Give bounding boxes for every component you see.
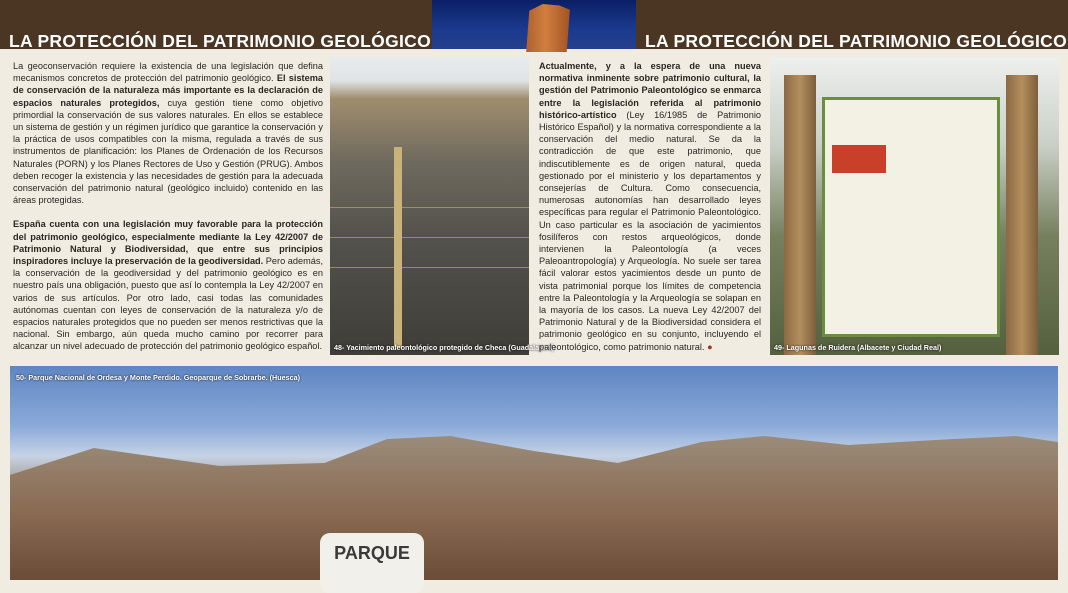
bold-text-span: El sistema de conservación de la naturaleza más importante es la declaración de espacios naturales protegidos, xyxy=(13,73,323,108)
page-title-left: LA PROTECCIÓN DEL PATRIMONIO GEOLÓGICO xyxy=(9,31,432,51)
mountain-landscape xyxy=(10,430,1058,580)
park-sign-text: PARQUE xyxy=(334,543,410,563)
fence-wire xyxy=(330,237,529,238)
figure-50-caption: 50- Parque Nacional de Ordesa y Monte Perdido. Geoparque de Sobrarbe. (Huesca) xyxy=(16,373,300,382)
fence-post xyxy=(394,147,402,347)
information-sign xyxy=(822,97,1000,337)
figure-50-photo xyxy=(10,366,1058,580)
figure-49-photo xyxy=(770,57,1059,355)
header-banner-image xyxy=(432,0,636,49)
fence-wire xyxy=(330,207,529,208)
paragraph-paleontological-heritage xyxy=(539,60,761,353)
text-span: cuya gestión tiene como objetivo primordial la conservación de sus valores naturales. En ellos se establece un sistema de gestión y un régimen jurídico que garantice la conservación y la práctica de usos compatibles con la misma, regulada a través de sus instrumentos de planificación: los Planes de Ordenación de los Recursos Naturales (PORN) y los Planes Rectores de Uso y Gestión (PRUG). Ambos deben recoger la existencia y las necesidades de gestión para la adecuada conservación del patrimonio natural (geológico incluido) contenido en las áreas protegidas. xyxy=(13,97,323,206)
paragraph-spain-legislation xyxy=(13,218,323,352)
bold-text-span: Actualmente, y a la espera de una nueva normativa inminente sobre patrimonio cultural, la gestión del Patrimonio Paleontológico se enmarca entre la legislación referida al patrimonio histórico-artístico xyxy=(539,61,761,120)
paragraph-geoconservation xyxy=(13,60,323,206)
end-mark: ● xyxy=(707,341,713,352)
sign-post-left xyxy=(784,75,816,355)
text-span: (Ley 16/1985 de Patrimonio Histórico Español) y la normativa correspondiente a la conservación del medio natural. Se da la contradicción de que este patrimonio, que indiscutiblemente es de origen natural, queda gestionado por el ministerio y los departamentos y consejerías de Cultura. Como consecuencia, numerosas autonomías han desarrollado leyes específicas para regular el Patrimonio Paleontológico. Un caso particular es la asociación de yacimientos fosilíferos con restos arqueológicos, donde intervienen la Paleontología (a veces Paleoantropología) y Arqueología. No suele ser tarea fácil valorar estos yacimientos desde un punto de vista patrimonial porque los límites de competencia entre la Paleontología y la Arqueología se solapan en la mayoría de los casos. La nueva Ley 42/2007 del Patrimonio Natural y de la Biodiversidad considera el patrimonio geológico en su conjunto, incluyendo el paleontológico, como patrimonio natural. xyxy=(539,109,761,352)
sign-post-right xyxy=(1006,75,1038,355)
figure-48-caption: 48- Yacimiento paleontológico protegido de Checa (Guadalajara) xyxy=(334,343,555,352)
text-span: Pero además, la conservación de la geodiversidad y del patrimonio geológico es en nuestro país una obligación, puesto que así lo contempla la Ley 42/2007 en varios de sus artículos. Por otro lado, casi todas las comunidades autónomas cuentan con leyes de conservación de la naturaleza y/o de espacios naturales protegidos que no pueden ser menos restrictivas que la nacional. Sin embargo, aún queda mucho camino por recorrer para alcanzar un nivel adecuado de protección del patrimonio geológico español. xyxy=(13,256,323,352)
page-title-right: LA PROTECCIÓN DEL PATRIMONIO GEOLÓGICO xyxy=(645,31,1068,51)
bold-text-span: España cuenta con una legislación muy favorable para la protección del patrimonio geológico, especialmente mediante la Ley 42/2007 de Patrimonio Natural y Biodiversidad, que entre sus principios inspiradores incluye la preservación de la geodiversidad. xyxy=(13,219,323,267)
park-sign xyxy=(320,533,424,593)
fence-wire xyxy=(330,267,529,268)
text-column-right xyxy=(539,60,761,353)
text-column-left xyxy=(13,60,323,353)
figure-49-caption: 49- Lagunas de Ruidera (Albacete y Ciudad Real) xyxy=(774,343,942,352)
text-span: La geoconservación requiere la existencia de una legislación que defina mecanismos concretos de protección del patrimonio geológico. xyxy=(13,61,323,84)
tower-ruin-image xyxy=(522,4,574,52)
sos-sign-label xyxy=(832,145,886,173)
figure-48-photo xyxy=(330,57,555,355)
